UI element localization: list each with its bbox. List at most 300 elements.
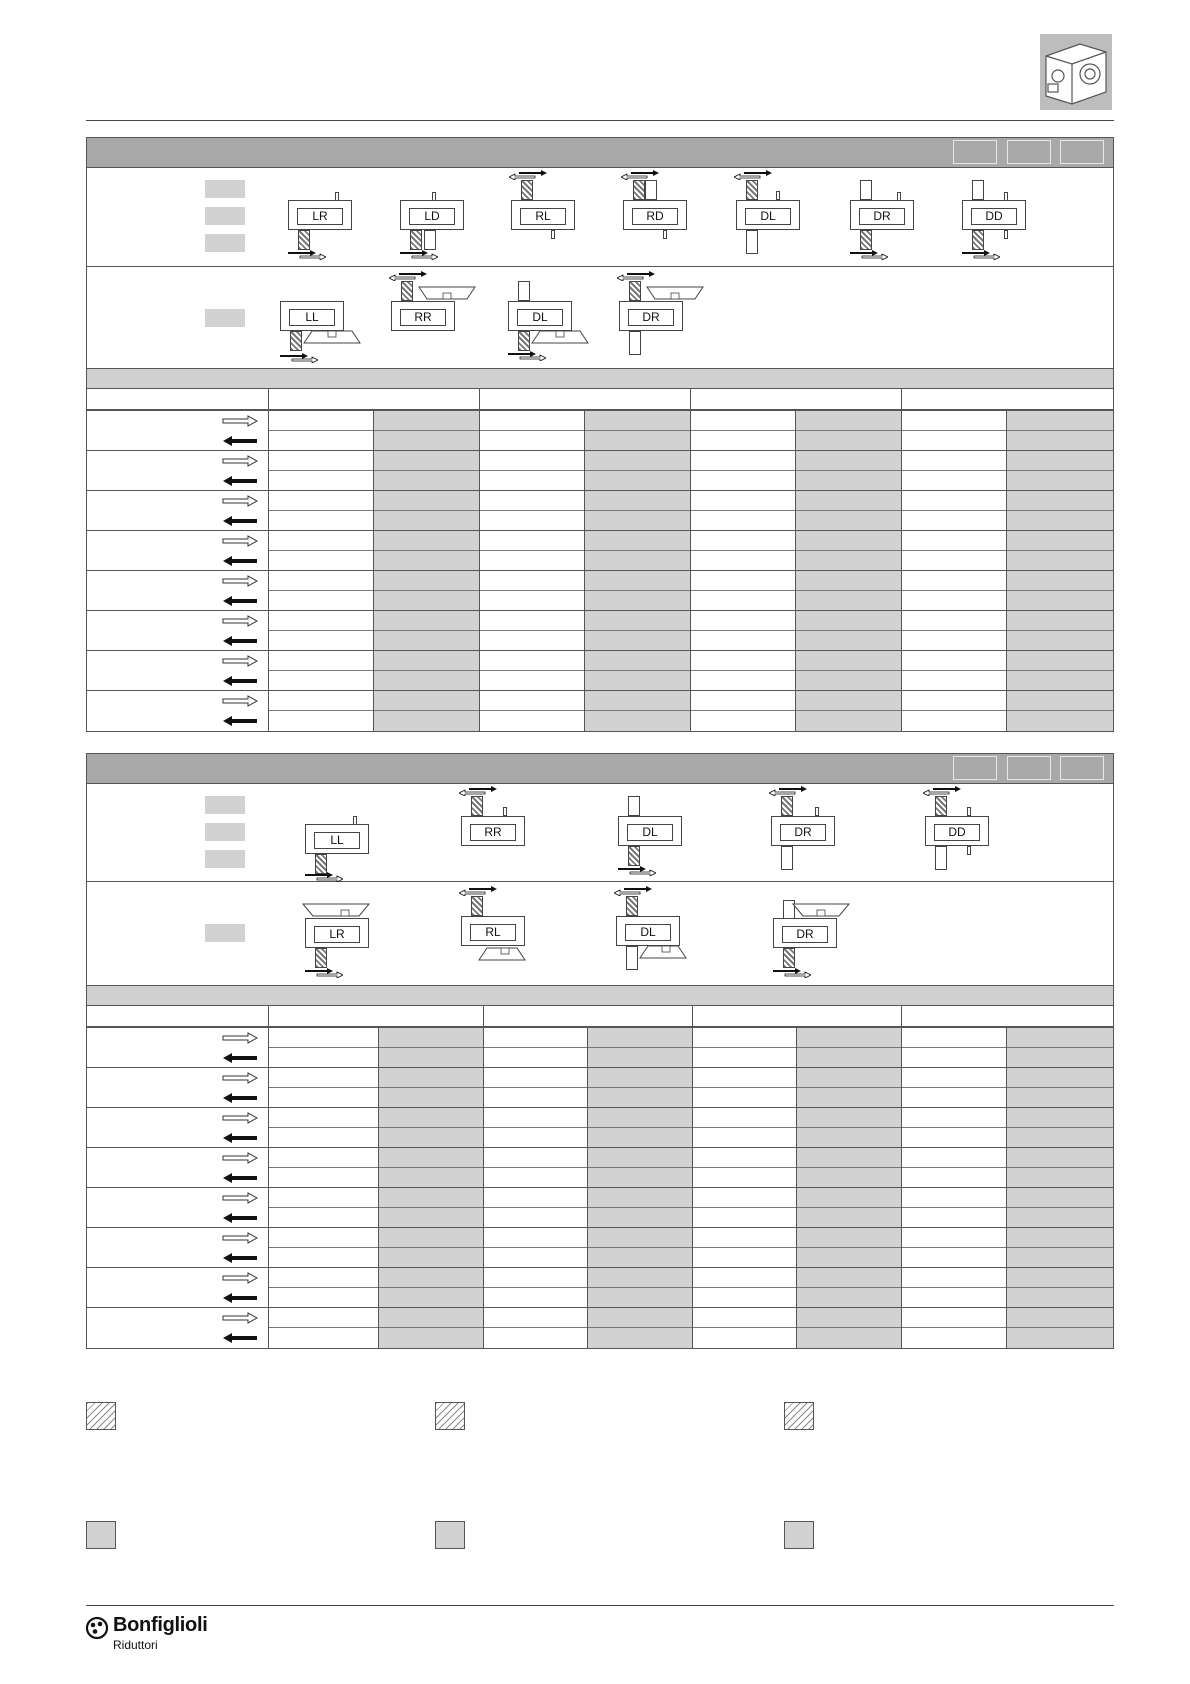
value-cell (1006, 1228, 1113, 1248)
value-cell (584, 431, 690, 451)
value-cell (796, 1288, 901, 1308)
outline-arrow-right-icon (222, 655, 258, 667)
value-cell (901, 571, 1006, 591)
value-cell (268, 1308, 378, 1328)
value-cell (584, 671, 690, 691)
value-cell (901, 1108, 1006, 1128)
solid-arrow-left-icon (222, 1212, 258, 1224)
mounting-diagram-ll: LL (297, 794, 377, 880)
value-cell (584, 411, 690, 431)
table-row (87, 531, 1113, 551)
mounting-diagram-dr-fan: DR (615, 271, 705, 367)
value-cell (901, 451, 1006, 471)
value-cell (268, 471, 373, 491)
outline-arrow-right-icon (222, 1112, 258, 1124)
value-cell (587, 1288, 692, 1308)
value-cell (584, 471, 690, 491)
legend-hatched-swatch (784, 1402, 814, 1430)
value-cell (795, 691, 901, 711)
outline-arrow-right-icon (222, 535, 258, 547)
solid-arrow-left-icon (222, 1092, 258, 1104)
value-cell (587, 1328, 692, 1348)
legend-gray-swatch (86, 1521, 116, 1549)
column-group-header (87, 389, 1113, 410)
value-cell (378, 1308, 483, 1328)
label-chip (205, 207, 245, 225)
value-cell (378, 1048, 483, 1068)
value-cell (483, 1108, 587, 1128)
table-row (87, 1088, 1113, 1108)
value-cell (795, 451, 901, 471)
mounting-diagram-dl-fan: DL (610, 886, 700, 982)
value-cell (268, 1228, 378, 1248)
value-cell (373, 471, 479, 491)
value-cell (692, 1228, 796, 1248)
table-row (87, 511, 1113, 531)
label-chip (205, 234, 245, 252)
direction-cell (87, 1328, 268, 1348)
section-bar (87, 986, 1113, 1006)
value-cell (268, 651, 373, 671)
solid-arrow-left-icon (222, 475, 258, 487)
outline-arrow-right-icon (222, 1032, 258, 1044)
mounting-diagram-dr-fan: DR (765, 900, 855, 986)
value-cell (268, 691, 373, 711)
value-cell (690, 691, 795, 711)
direction-cell (87, 431, 268, 451)
table-row (87, 471, 1113, 491)
value-cell (483, 1088, 587, 1108)
table-row (87, 1168, 1113, 1188)
value-cell (479, 651, 584, 671)
value-cell (1006, 571, 1113, 591)
table-row (87, 1048, 1113, 1068)
value-cell (378, 1268, 483, 1288)
value-cell (795, 431, 901, 451)
value-cell (1006, 1068, 1113, 1088)
direction-cell (87, 1268, 268, 1288)
value-cell (796, 1068, 901, 1088)
value-cell (587, 1148, 692, 1168)
value-cell (1006, 1128, 1113, 1148)
diagram-row-1 (87, 168, 1113, 267)
value-cell (692, 1108, 796, 1128)
value-cell (901, 411, 1006, 431)
value-cell (795, 551, 901, 571)
value-cell (587, 1228, 692, 1248)
solid-arrow-left-icon (222, 1292, 258, 1304)
solid-arrow-left-icon (222, 635, 258, 647)
value-cell (373, 491, 479, 511)
value-cell (690, 511, 795, 531)
value-cell (1006, 591, 1113, 611)
header-box (953, 756, 997, 780)
value-cell (268, 431, 373, 451)
header-box (1007, 140, 1051, 164)
value-cell (901, 431, 1006, 451)
outline-arrow-right-icon (222, 1072, 258, 1084)
value-cell (692, 1068, 796, 1088)
value-cell (795, 531, 901, 551)
value-cell (373, 451, 479, 471)
value-cell (1006, 1248, 1113, 1268)
value-cell (1006, 651, 1113, 671)
value-cell (901, 1268, 1006, 1288)
value-cell (479, 611, 584, 631)
value-cell (268, 1128, 378, 1148)
value-cell (901, 671, 1006, 691)
configuration-panel-1 (86, 137, 1114, 732)
value-cell (901, 531, 1006, 551)
value-cell (378, 1248, 483, 1268)
value-cell (690, 451, 795, 471)
value-cell (587, 1068, 692, 1088)
value-cell (901, 1328, 1006, 1348)
value-cell (584, 451, 690, 471)
value-cell (796, 1128, 901, 1148)
value-cell (692, 1208, 796, 1228)
data-table (87, 410, 1113, 731)
panel-header (87, 138, 1113, 168)
value-cell (795, 571, 901, 591)
value-cell (268, 1068, 378, 1088)
value-cell (373, 691, 479, 711)
direction-cell (87, 551, 268, 571)
value-cell (378, 1188, 483, 1208)
mounting-diagram-ll: LL (272, 277, 362, 367)
label-chip (205, 924, 245, 942)
table-row (87, 671, 1113, 691)
value-cell (796, 1328, 901, 1348)
diagram-row-2 (87, 267, 1113, 369)
value-cell (690, 611, 795, 631)
value-cell (483, 1268, 587, 1288)
table-row (87, 1268, 1113, 1288)
value-cell (1006, 1308, 1113, 1328)
value-cell (901, 1068, 1006, 1088)
value-cell (692, 1268, 796, 1288)
value-cell (378, 1068, 483, 1088)
solid-arrow-left-icon (222, 595, 258, 607)
value-cell (268, 591, 373, 611)
solid-arrow-left-icon (222, 435, 258, 447)
panel-header (87, 754, 1113, 784)
direction-cell (87, 571, 268, 591)
value-cell (268, 1248, 378, 1268)
value-cell (1006, 611, 1113, 631)
value-cell (1006, 631, 1113, 651)
value-cell (268, 531, 373, 551)
value-cell (901, 1048, 1006, 1068)
value-cell (373, 711, 479, 731)
direction-cell (87, 511, 268, 531)
value-cell (584, 511, 690, 531)
outline-arrow-right-icon (222, 1272, 258, 1284)
table-row (87, 1208, 1113, 1228)
solid-arrow-left-icon (222, 715, 258, 727)
value-cell (479, 551, 584, 571)
gear-unit-thumbnail-icon (1040, 34, 1112, 110)
value-cell (268, 1268, 378, 1288)
value-cell (268, 1108, 378, 1128)
value-cell (378, 1088, 483, 1108)
value-cell (901, 1128, 1006, 1148)
value-cell (584, 691, 690, 711)
value-cell (692, 1248, 796, 1268)
table-row (87, 631, 1113, 651)
diagram-row-2 (87, 882, 1113, 986)
value-cell (1006, 551, 1113, 571)
value-cell (795, 711, 901, 731)
value-cell (479, 531, 584, 551)
value-cell (796, 1088, 901, 1108)
value-cell (901, 1248, 1006, 1268)
value-cell (901, 1308, 1006, 1328)
direction-cell (87, 711, 268, 731)
value-cell (1006, 711, 1113, 731)
value-cell (373, 571, 479, 591)
value-cell (268, 1208, 378, 1228)
value-cell (584, 711, 690, 731)
value-cell (1006, 511, 1113, 531)
value-cell (479, 591, 584, 611)
direction-cell (87, 591, 268, 611)
table-row (87, 1228, 1113, 1248)
legend-gray-swatch (435, 1521, 465, 1549)
value-cell (584, 491, 690, 511)
value-cell (483, 1128, 587, 1148)
value-cell (901, 1228, 1006, 1248)
value-cell (690, 651, 795, 671)
value-cell (692, 1308, 796, 1328)
outline-arrow-right-icon (222, 455, 258, 467)
direction-cell (87, 651, 268, 671)
value-cell (1006, 411, 1113, 431)
value-cell (796, 1208, 901, 1228)
value-cell (692, 1328, 796, 1348)
value-cell (373, 431, 479, 451)
direction-cell (87, 1088, 268, 1108)
table-row (87, 1288, 1113, 1308)
value-cell (901, 711, 1006, 731)
solid-arrow-left-icon (222, 1052, 258, 1064)
legend-gray-swatch (784, 1521, 814, 1549)
brand-subtitle: Riduttori (113, 1638, 158, 1652)
direction-cell (87, 1148, 268, 1168)
value-cell (479, 451, 584, 471)
mounting-diagram-rd: RD (617, 170, 697, 264)
value-cell (901, 491, 1006, 511)
solid-arrow-left-icon (222, 675, 258, 687)
value-cell (1006, 451, 1113, 471)
label-chip (205, 180, 245, 198)
value-cell (373, 511, 479, 531)
value-cell (587, 1188, 692, 1208)
value-cell (483, 1228, 587, 1248)
direction-cell (87, 1028, 268, 1048)
mounting-diagram-dl: DL (730, 170, 810, 264)
mounting-diagram-rl-fan: RL (455, 886, 545, 982)
value-cell (378, 1228, 483, 1248)
solid-arrow-left-icon (222, 1132, 258, 1144)
direction-cell (87, 1248, 268, 1268)
legend-hatched-swatch (86, 1402, 116, 1430)
value-cell (796, 1268, 901, 1288)
direction-cell (87, 1288, 268, 1308)
value-cell (584, 551, 690, 571)
direction-cell (87, 451, 268, 471)
value-cell (796, 1308, 901, 1328)
value-cell (268, 1188, 378, 1208)
mounting-diagram-dr: DR (842, 178, 922, 264)
value-cell (901, 1088, 1006, 1108)
table-row (87, 611, 1113, 631)
value-cell (1006, 531, 1113, 551)
value-cell (479, 691, 584, 711)
value-cell (690, 671, 795, 691)
value-cell (901, 1288, 1006, 1308)
header-box (953, 140, 997, 164)
table-row (87, 1028, 1113, 1048)
value-cell (268, 1288, 378, 1308)
outline-arrow-right-icon (222, 1152, 258, 1164)
value-cell (268, 1088, 378, 1108)
value-cell (268, 451, 373, 471)
configuration-panel-2 (86, 753, 1114, 1349)
outline-arrow-right-icon (222, 1312, 258, 1324)
direction-cell (87, 1168, 268, 1188)
value-cell (795, 491, 901, 511)
table-row (87, 1188, 1113, 1208)
table-row (87, 1108, 1113, 1128)
value-cell (378, 1148, 483, 1168)
value-cell (373, 531, 479, 551)
value-cell (483, 1148, 587, 1168)
value-cell (479, 671, 584, 691)
direction-cell (87, 1128, 268, 1148)
section-bar (87, 369, 1113, 389)
table-row (87, 451, 1113, 471)
solid-arrow-left-icon (222, 555, 258, 567)
value-cell (378, 1028, 483, 1048)
value-cell (483, 1248, 587, 1268)
solid-arrow-left-icon (222, 1172, 258, 1184)
value-cell (268, 611, 373, 631)
value-cell (1006, 691, 1113, 711)
label-chip (205, 823, 245, 841)
value-cell (795, 611, 901, 631)
table-row (87, 1328, 1113, 1348)
value-cell (587, 1248, 692, 1268)
direction-cell (87, 491, 268, 511)
value-cell (268, 1168, 378, 1188)
mounting-diagram-ld: LD (392, 178, 472, 264)
top-rule (86, 120, 1114, 121)
value-cell (795, 631, 901, 651)
mounting-diagram-dl-fan: DL (500, 271, 590, 367)
table-row (87, 651, 1113, 671)
value-cell (587, 1208, 692, 1228)
value-cell (378, 1288, 483, 1308)
direction-cell (87, 1048, 268, 1068)
mounting-diagram-dr: DR (765, 786, 845, 880)
value-cell (479, 511, 584, 531)
value-cell (1006, 1108, 1113, 1128)
value-cell (268, 1048, 378, 1068)
solid-arrow-left-icon (222, 1252, 258, 1264)
mounting-diagram-lr: LR (280, 178, 360, 264)
value-cell (796, 1248, 901, 1268)
value-cell (692, 1288, 796, 1308)
value-cell (268, 711, 373, 731)
solid-arrow-left-icon (222, 1332, 258, 1344)
value-cell (479, 411, 584, 431)
value-cell (1006, 431, 1113, 451)
value-cell (584, 571, 690, 591)
value-cell (268, 551, 373, 571)
value-cell (373, 591, 479, 611)
value-cell (901, 1188, 1006, 1208)
value-cell (901, 591, 1006, 611)
mounting-diagram-dd: DD (954, 178, 1034, 264)
value-cell (483, 1068, 587, 1088)
value-cell (901, 511, 1006, 531)
value-cell (1006, 491, 1113, 511)
table-row (87, 1248, 1113, 1268)
value-cell (901, 651, 1006, 671)
table-row (87, 1068, 1113, 1088)
value-cell (479, 431, 584, 451)
direction-cell (87, 691, 268, 711)
outline-arrow-right-icon (222, 415, 258, 427)
value-cell (373, 651, 479, 671)
data-table (87, 1027, 1113, 1348)
table-row (87, 691, 1113, 711)
value-cell (795, 511, 901, 531)
value-cell (690, 591, 795, 611)
value-cell (901, 631, 1006, 651)
value-cell (378, 1108, 483, 1128)
value-cell (796, 1168, 901, 1188)
value-cell (584, 631, 690, 651)
outline-arrow-right-icon (222, 575, 258, 587)
direction-cell (87, 1068, 268, 1088)
value-cell (901, 611, 1006, 631)
value-cell (1006, 1148, 1113, 1168)
value-cell (483, 1188, 587, 1208)
value-cell (901, 1168, 1006, 1188)
value-cell (901, 691, 1006, 711)
table-row (87, 411, 1113, 431)
value-cell (587, 1028, 692, 1048)
value-cell (483, 1168, 587, 1188)
value-cell (268, 1028, 378, 1048)
column-group-header (87, 1006, 1113, 1027)
value-cell (1006, 1088, 1113, 1108)
value-cell (692, 1148, 796, 1168)
value-cell (587, 1268, 692, 1288)
value-cell (268, 1148, 378, 1168)
value-cell (692, 1088, 796, 1108)
brand-name: Bonfiglioli (113, 1614, 208, 1636)
value-cell (378, 1168, 483, 1188)
header-box (1007, 756, 1051, 780)
value-cell (901, 1028, 1006, 1048)
outline-arrow-right-icon (222, 695, 258, 707)
outline-arrow-right-icon (222, 1232, 258, 1244)
value-cell (483, 1048, 587, 1068)
value-cell (690, 471, 795, 491)
